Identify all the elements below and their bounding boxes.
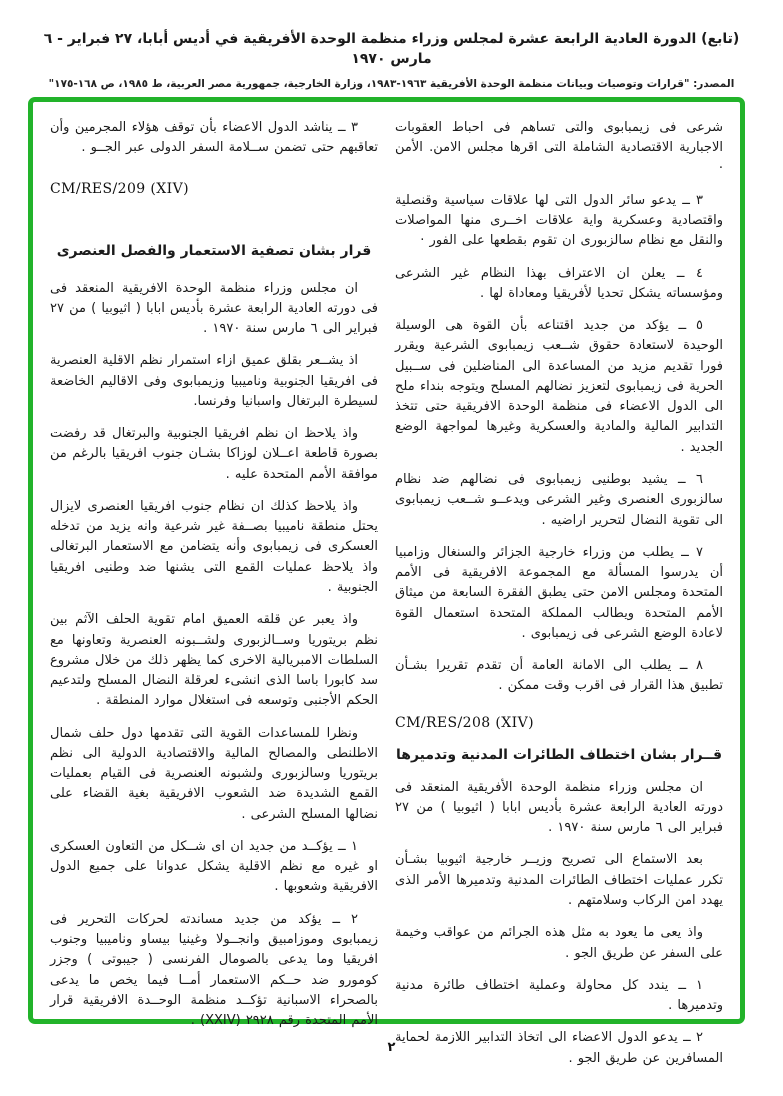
- paragraph: واذ يلاحظ كذلك ان نظام جنوب افريقيا العنصرى لايزال يحتل منطقة ناميبيا بصــفة غير شرعية وانه يزيد من تدخله العسكرى فى زيمبابوى وأنه يتضامن مع الاستعمار البرتغالى واذ يلاحظ عمليات القمع التى يشنها ضد وطنيى افريقيا الجنوبية .: [50, 498, 378, 595]
- column-right: [395, 118, 723, 1066]
- page-header: [0, 0, 783, 90]
- paragraph: اذ يشــعر بقلق عميق ازاء استمرار نظم الاقلية العنصرية فى افريقيا الجنوبية وناميبيا وزيمبابوى وفى الاقاليم الخاضعة لسيطرة البرتغال واسبانيا وفرنسا.: [50, 353, 378, 409]
- paragraph: ١ ــ يندد كل محاولة وعملية اختطاف طائرة مدنية وتدميرها .: [395, 977, 723, 1014]
- paragraph: ٥ ــ يؤكد من جديد اقتناعه بأن القوة هى الوسيلة الوحيدة لاستعادة حقوق شــعب زيمبابوى الشرعية ويقرر فورا تقديم مزيد من المساعدة الى المناضلين فى ســبيل الحرية فى زيمبابوى لتعزيز نضالهم المسلح ويتوجه بنداء ملح الى الدول الاعضاء فى منظمة الوحدة الافريقية حتى تتخذ التدابير المالية والمادية والعسكرية وغيرها لمواجهة الوضع الجديد .: [395, 318, 723, 455]
- paragraph: ٣ ــ يدعو سائر الدول التى لها علاقات سياسية وقنصلية واقتصادية وعسكرية واية علاقات اخــرى منها المواصلات والنقل مع نظام سالزبورى ان تقوم بقطعها على الفور ·: [395, 192, 723, 249]
- paragraph: ونظرا للمساعدات القوية التى تقدمها دول حلف شمال الاطلنطى والمصالح المالية والاقتصادية الدولية الى نظم بريتوريا وسالزبورى ولشبونه العنصرية فى القيام بعمليات القمع الشديدة ضد الشعوب الافريقية بغية القضاء على نضالها المسلح الشرعى .: [50, 725, 378, 822]
- paragraph: ٣ ــ يناشد الدول الاعضاء بأن توقف هؤلاء المجرمين وأن تعاقبهم حتى تضمن ســلامة السفر الدولى عبر الجــو .: [50, 120, 378, 156]
- paragraph: بعد الاستماع الى تصريح وزيــر خارجية اثيوبيا بشـأن تكرر عمليات اختطاف الطائرات المدنية وتدميرها الأمر الذى يهدد امن الركاب وسلامتهم .: [395, 852, 723, 908]
- paragraph: ان مجلس وزراء منظمة الوحدة الأفريقية المنعقد فى دورته العادية الرابعة عشرة بأديس ابابا ( اثيوبيا ) من ٢٧ فبراير الى ٦ مارس سنة ١٩٧٠ .: [395, 779, 723, 836]
- paragraph: ان مجلس وزراء منظمة الوحدة الافريقية المنعقد فى فى دورته العادية الرابعة عشرة بأديس ابابا ( اثيوبيا ) من ٢٧ فبراير الى ٦ مارس سنة ١٩٧٠ .: [50, 280, 378, 337]
- paragraph-continuation: شرعى فى زيمبابوى والتى تساهم فى احباط العقوبات الاجبارية الاقتصادية الشاملة التى اقرها مجلس الامن. الأمن ·: [395, 120, 723, 176]
- paragraph: ٨ ــ يطلب الى الامانة العامة أن تقدم تقريرا بشـأن تطبيق هذا القرار فى اقرب وقت ممكن .: [395, 658, 723, 694]
- paragraph: واذ يعى ما يعود به مثل هذه الجرائم من عواقب وخيمة على السفر عن طريق الجو .: [395, 925, 723, 961]
- source-citation: المصدر: "قرارات وتوصيات وبيانات منظمة الوحدة الأفريقية ١٩٦٣-١٩٨٣، وزارة الخارجية، جمهورية مصر العربية، ط ١٩٨٥، ص ١٦٨-١٧٥": [48, 78, 735, 91]
- session-title: (تابع) الدورة العادية الرابعة عشرة لمجلس وزراء منظمة الوحدة الأفريقية في أديس أبابا، ٢٧ فبراير - ٦ مارس ١٩٧٠: [43, 31, 740, 67]
- paragraph: ١ ــ يؤكــد من جديد ان اى شــكل من التعاون العسكرى او غيره مع نظم الاقلية يشكل عدوانا على جميع الدول الافريقية وشعوبها .: [50, 838, 378, 895]
- resolution-title: قرار بشان تصفية الاستعمار والفصل العنصرى: [56, 242, 372, 259]
- resolution-reference: CM/RES/208 (XIV): [395, 714, 534, 731]
- resolution-title: قــرار بشان اختطاف الطائرات المدنية وتدميرها: [395, 746, 723, 763]
- paragraph: ٦ ــ يشيد بوطنيى زيمبابوى فى نضالهم ضد نظام سالزبورى العنصرى وغير الشرعى ويدعــو شــعب زيمبابوى الى تقوية النضال لتحرير اراضيه .: [395, 471, 723, 528]
- paragraph: واذ يعبر عن قلقه العميق امام تقوية الحلف الآثم بين نظم بريتوريا وســالزبورى ولشــبونه العنصرية وتعاونها مع السلطات الامبريالية الاخرى كما يظهر ذلك من خلال مشروع سد كابورا باسا الذى انشىء لعرقلة النضال المسلح ولتدعيم الحكم الأجنبى وتوسعه فى استغلال موارد المنطقة .: [50, 612, 378, 709]
- resolution-reference: CM/RES/209 (XIV): [50, 180, 189, 197]
- column-left: [50, 118, 378, 1029]
- page-number: ٢: [387, 1040, 396, 1055]
- paragraph: ٧ ــ يطلب من وزراء خارجية الجزائر والسنغال وزامبيا أن يدرسوا المسألة مع المجموعة الافريقية فى الأمم المتحدة ومجلس الامن حتى يطبق الفقرة السابعة من ميثاق الأمم المتحدة ويطالب المملكة المتحدة استعمال القوة لاعادة الوضع الشرعى فى زيمبابوى .: [395, 544, 723, 641]
- paragraph: ٤ ــ يعلن ان الاعتراف بهذا النظام غير الشرعى ومؤسساته يشكل تحديا لأفريقيا ومعاداة لها .: [395, 265, 723, 301]
- paragraph: واذ يلاحظ ان نظم افريقيا الجنوبية والبرتغال قد رفضت بصورة قاطعة اعــلان لوزاكا بشـان جنوب افريقيا بالرغم من موافقة الأمم المتحدة عليه .: [50, 426, 378, 482]
- green-border-frame: [28, 97, 745, 1066]
- text-columns: [50, 118, 723, 1066]
- paragraph: ٢ ــ يؤكد من جديد مساندته لحركات التحرير فى زيمبابوى وموزامبيق وانجــولا وغينيا بيساو وناميبيا وجنوب افريقيا وما يدعى بالصومال الفرنسى ( جيبوتى ) وجزر كومورو ضد حــكم الاستعمار أمــا فيما يخص ما يدعى بالصحراء الاسبانية تؤكــد منظمة الوحــدة الافريقية قرار الأمم المتحدة رقم ٢٩٢٨ (XXIV) .: [50, 911, 378, 1029]
- paragraph: ٢ ــ يدعو الدول الاعضاء الى اتخاذ التدابير اللازمة لحماية المسافرين عن طريق الجو .: [395, 1030, 723, 1066]
